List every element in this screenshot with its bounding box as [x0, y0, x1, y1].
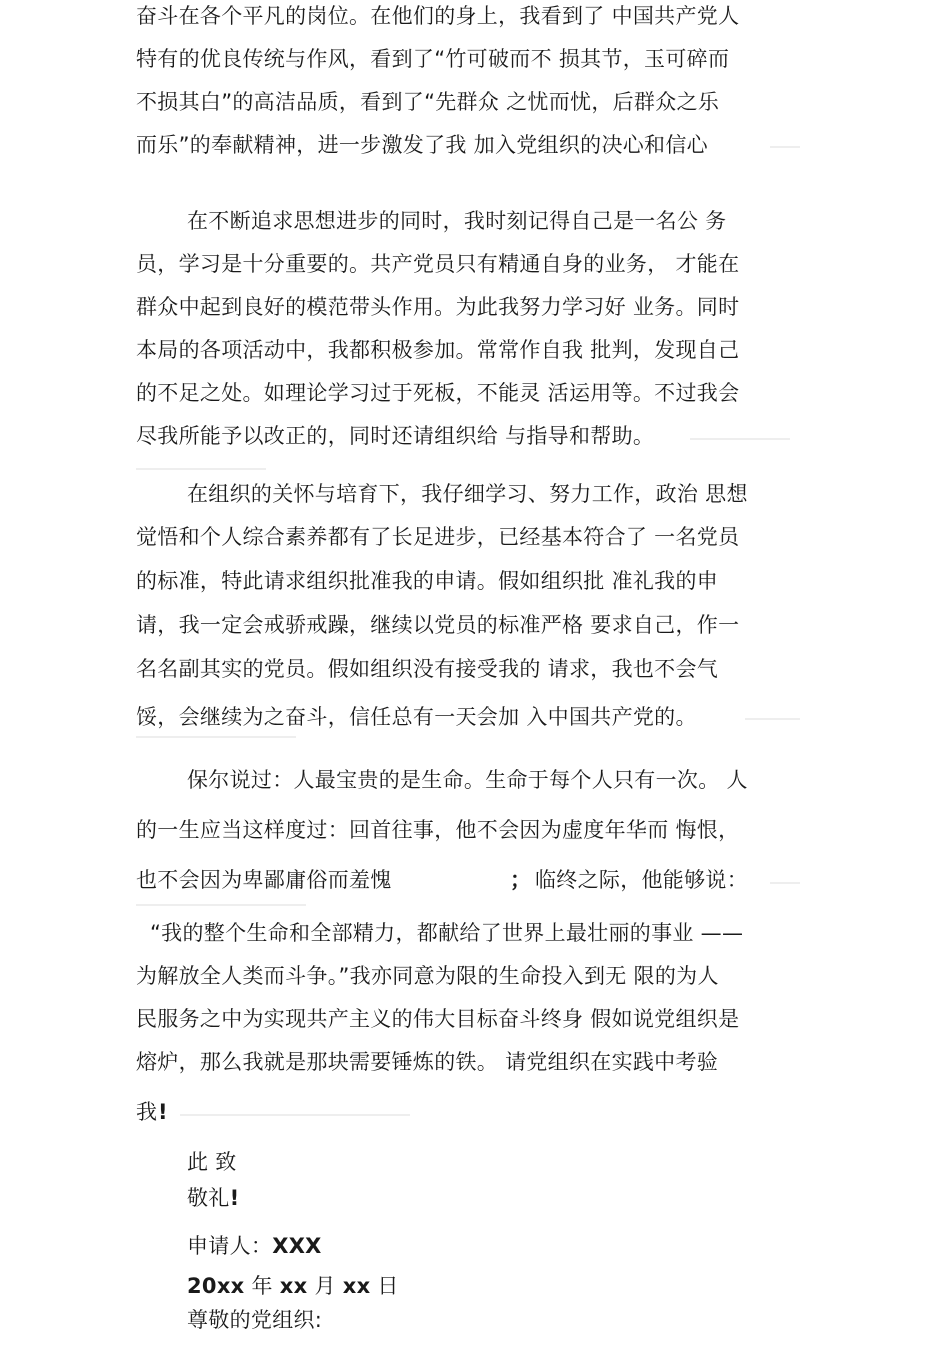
paragraph4-line5: 为解放全人类而斗争。”我亦同意为限的生命投入到无 限的为人	[136, 964, 719, 988]
paragraph1-line3: 不损其白”的高洁品质，看到了“先群众 之忧而忧，后群众之乐	[136, 90, 720, 114]
paragraph3-line6: 馁，会继续为之奋斗，信任总有一天会加 入中国共产党的。	[136, 705, 697, 729]
jingli-text: 敬礼	[187, 1186, 230, 1210]
paragraph1-line4: 而乐”的奉献精神，进一步激发了我 加入党组织的决心和信心	[136, 133, 708, 157]
jingli-exclamation: !	[229, 1186, 240, 1210]
scan-artifact	[690, 438, 790, 440]
scan-artifact	[136, 904, 306, 906]
paragraph2-line5: 的不足之处。如理论学习过于死板，不能灵 活运用等。不过我会	[136, 381, 740, 405]
paragraph1-line2: 特有的优良传统与作风，看到了“竹可破而不 损其节，玉可碎而	[136, 47, 730, 71]
applicant-name: XXX	[272, 1234, 322, 1258]
paragraph4-exclamation: !	[158, 1100, 168, 1124]
paragraph4-line7: 熔炉，那么我就是那块需要锤炼的铁。 请党组织在实践中考验	[136, 1050, 719, 1074]
scan-artifact	[136, 736, 296, 738]
date-line	[187, 1272, 399, 1300]
date-year: 20xx	[187, 1274, 245, 1298]
scan-artifact	[745, 718, 800, 720]
paragraph4-semicolon: ；	[510, 868, 532, 892]
applicant-label: 申请人：	[187, 1234, 273, 1258]
paragraph4-line4: “我的整个生命和全部精力，都献给了世界上最壮丽的事业 ——	[150, 921, 744, 945]
closing-cizhi: 此 致	[187, 1150, 237, 1174]
scan-artifact	[136, 468, 266, 470]
date-month-unit: 月	[307, 1274, 343, 1298]
scan-artifact	[770, 882, 800, 884]
paragraph2-line3: 群众中起到良好的模范带头作用。为此我努力学习好 业务。同时	[136, 295, 740, 319]
paragraph3-line5: 名名副其实的党员。假如组织没有接受我的 请求，我也不会气	[136, 657, 719, 681]
paragraph4-line2: 的一生应当这样度过：回首往事，他不会因为虚度年华而 悔恨，	[136, 818, 740, 842]
date-day-unit: 日	[370, 1274, 399, 1298]
paragraph3-line3: 的标准，特此请求组织批准我的申请。假如组织批 准礼我的申	[136, 569, 719, 593]
paragraph3-line1: 在组织的关怀与培育下，我仔细学习、努力工作，政治 思想	[187, 482, 748, 506]
paragraph2-line6: 尽我所能予以改正的，同时还请组织给 与指导和帮助。	[136, 424, 655, 448]
closing-jingli	[187, 1184, 240, 1212]
paragraph4-line3: 也不会因为卑鄙庸俗而羞愧	[136, 868, 392, 892]
date-day: xx	[342, 1274, 371, 1298]
paragraph4-line3-tail: 临终之际，他能够说：	[535, 868, 748, 892]
scan-artifact	[770, 146, 800, 148]
paragraph3-line2: 觉悟和个人综合素养都有了长足进步，已经基本符合了 一名党员	[136, 525, 740, 549]
paragraph4-line1: 保尔说过：人最宝贵的是生命。生命于每个人只有一次。 人	[187, 768, 748, 792]
paragraph1-line1: 奋斗在各个平凡的岗位。在他们的身上，我看到了 中国共产党人	[136, 4, 740, 28]
paragraph4-line8: 我	[136, 1100, 158, 1124]
applicant-line	[187, 1232, 322, 1260]
date-month: xx	[279, 1274, 308, 1298]
paragraph2-line2: 员，学习是十分重要的。共产党员只有精通自身的业务， 才能在	[136, 252, 740, 276]
date-year-unit: 年	[244, 1274, 280, 1298]
scan-artifact	[180, 1114, 410, 1116]
paragraph4-line6: 民服务之中为实现共产主义的伟大目标奋斗终身 假如说党组织是	[136, 1007, 740, 1031]
paragraph2-line1: 在不断追求思想进步的同时，我时刻记得自己是一名公 务	[187, 209, 727, 233]
paragraph3-line4: 请，我一定会戒骄戒躁，继续以党员的标准严格 要求自己，作一	[136, 613, 740, 637]
next-salutation: 尊敬的党组织:	[187, 1308, 323, 1332]
paragraph2-line4: 本局的各项活动中，我都积极参加。常常作自我 批判，发现自己	[136, 338, 740, 362]
